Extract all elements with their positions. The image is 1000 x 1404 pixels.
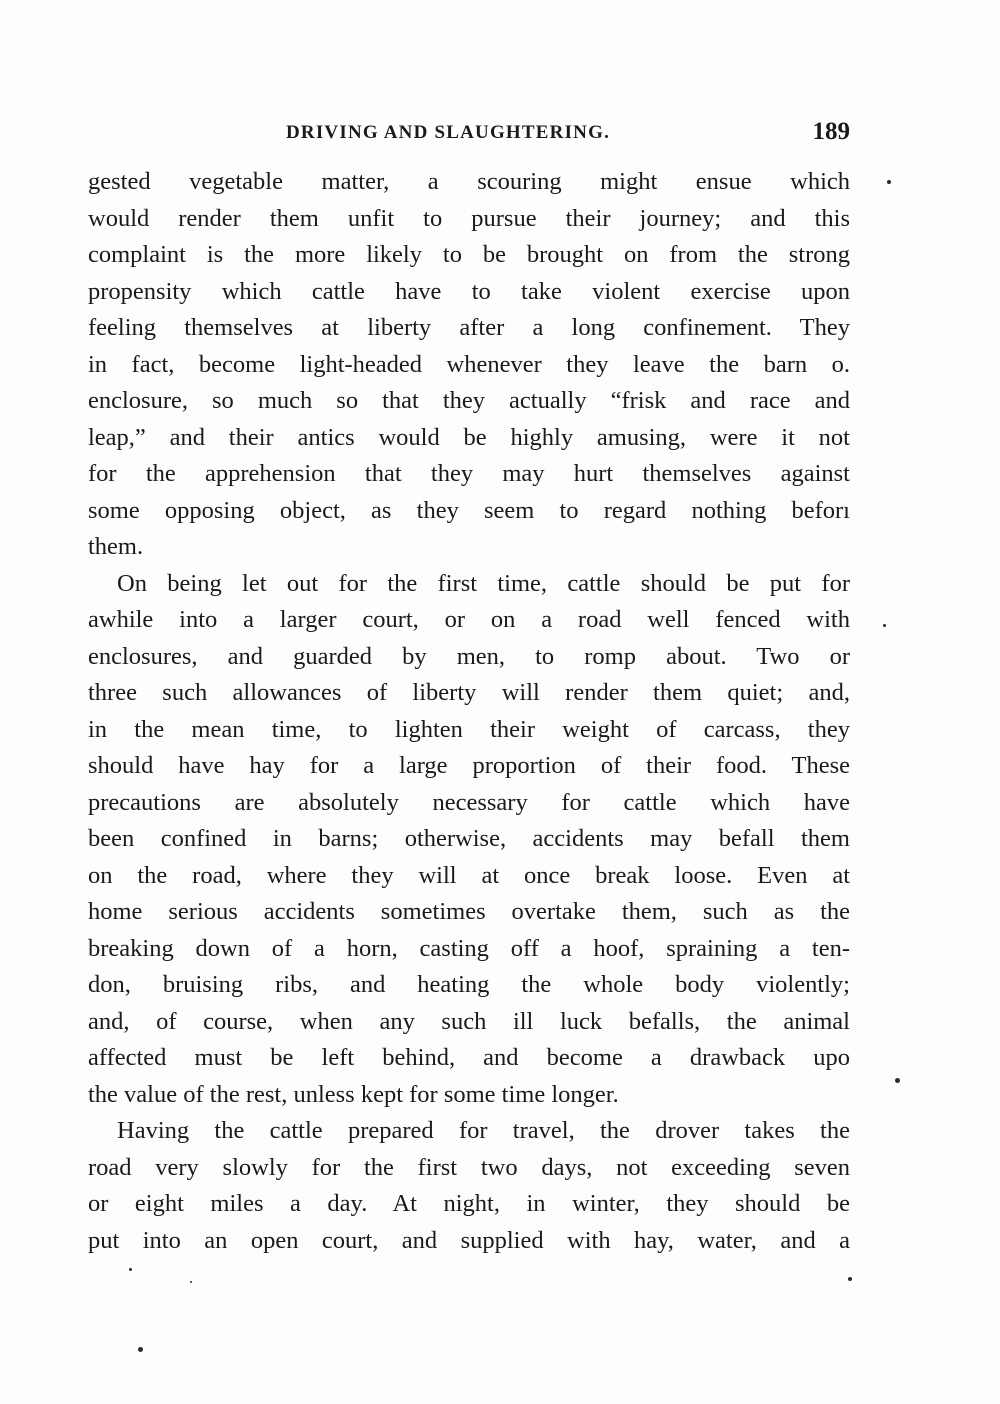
text-line: breaking down of a horn, casting off a hoof, spraining a ten-: [88, 934, 850, 962]
text-line: in fact, become light-headed whenever they leave the barn o.: [88, 350, 850, 378]
text-line: for the apprehension that they may hurt themselves against: [88, 460, 850, 487]
scan-speck: [129, 1268, 132, 1271]
text-line: and, of course, when any such ill luck befalls, the animal: [88, 1007, 850, 1035]
paragraph: [88, 566, 850, 1114]
text-line: leap,” and their antics would be highly amusing, were it not: [88, 423, 850, 451]
text-line: been confined in barns; otherwise, accidents may befall them: [88, 825, 850, 852]
scan-speck: [895, 1078, 900, 1083]
scan-speck: [887, 180, 891, 184]
text-line: affected must be left behind, and become a drawback upo: [88, 1044, 850, 1071]
text-line: road very slowly for the first two days, not exceeding seven: [88, 1153, 850, 1181]
text-line: them.: [88, 533, 144, 560]
text-line: home serious accidents sometimes overtake them, such as the: [88, 898, 850, 925]
scan-speck: [190, 1281, 192, 1283]
page-number: 189: [812, 118, 850, 145]
running-head-title: DRIVING AND SLAUGHTERING.: [286, 122, 611, 143]
text-line: propensity which cattle have to take violent exercise upon: [88, 277, 850, 305]
text-line: on the road, where they will at once break loose. Even at: [88, 861, 850, 889]
running-head: [88, 118, 850, 148]
text-line: put into an open court, and supplied with hay, water, and a: [88, 1226, 850, 1254]
scan-speck: [883, 624, 886, 627]
text-line: Having the cattle prepared for travel, the drover takes the: [117, 1117, 850, 1144]
text-line: awhile into a larger court, or on a road well fenced with: [88, 606, 850, 633]
text-line: don, bruising ribs, and heating the whole body violently;: [88, 971, 850, 998]
text-line: On being let out for the first time, cattle should be put for: [117, 569, 850, 597]
text-line: some opposing object, as they seem to regard nothing beforı: [88, 496, 850, 524]
scan-speck: [138, 1347, 143, 1352]
text-line: should have hay for a large proportion of their food. These: [88, 752, 850, 779]
text-line: precautions are absolutely necessary for cattle which have: [88, 788, 850, 816]
body-text: [88, 164, 850, 1259]
text-line: enclosures, and guarded by men, to romp about. Two or: [88, 642, 850, 670]
text-line: three such allowances of liberty will render them quiet; and,: [88, 679, 850, 706]
text-line: the value of the rest, unless kept for some time longer.: [88, 1080, 619, 1108]
scan-speck: [848, 1277, 852, 1281]
text-line: gested vegetable matter, a scouring might ensue which: [88, 168, 850, 195]
text-line: complaint is the more likely to be brought on from the strong: [88, 241, 850, 268]
text-line: feeling themselves at liberty after a long confinement. They: [88, 314, 850, 341]
paragraph: [88, 164, 850, 566]
paragraph: [88, 1113, 850, 1259]
text-line: enclosure, so much so that they actually “frisk and race and: [88, 387, 850, 414]
text-line: would render them unfit to pursue their journey; and this: [88, 204, 850, 232]
text-line: or eight miles a day. At night, in winter, they should be: [88, 1190, 850, 1217]
text-line: in the mean time, to lighten their weight of carcass, they: [88, 715, 850, 743]
